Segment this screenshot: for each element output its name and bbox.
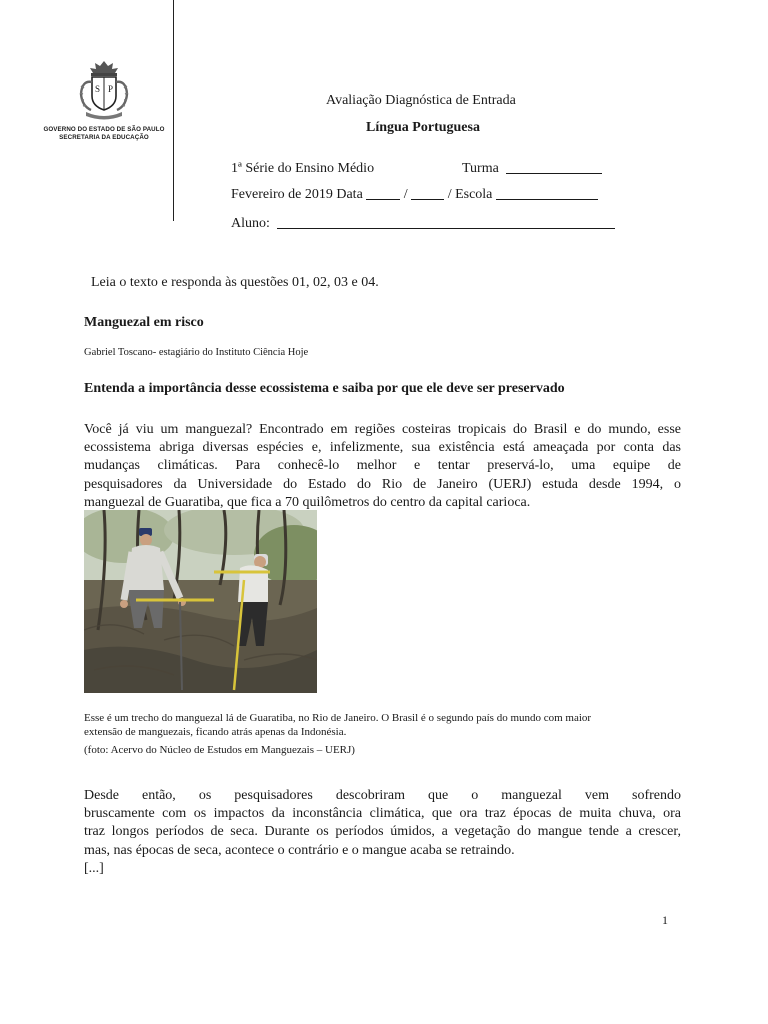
- government-logo: [38, 60, 170, 150]
- student-row: [231, 216, 615, 232]
- photo-caption-line-1: Esse é um trecho do manguezal lá de Guaratiba, no Rio de Janeiro. O Brasil é o segundo país do mundo com maior: [84, 712, 592, 724]
- paragraph-line: mas, nas épocas de seca, acontece o contrário e o mangue acaba se retraindo.: [84, 842, 515, 858]
- date-day-blank[interactable]: [366, 187, 400, 200]
- paragraph-line: mudanças climáticas. Para conhecê-lo melhor e tentar preservá-lo, uma equipe de: [84, 458, 681, 474]
- article-author: Gabriel Toscano- estagiário do Instituto Ciência Hoje: [84, 347, 309, 358]
- svg-text:P: P: [107, 84, 114, 94]
- coat-of-arms-icon: [78, 60, 130, 122]
- org-name-line-1: GOVERNO DO ESTADO DE SÃO PAULO: [43, 126, 165, 133]
- header-divider-line: [173, 0, 174, 221]
- date-school-row: [231, 187, 598, 203]
- aluno-label: Aluno:: [231, 216, 270, 231]
- paragraph-line: ecossistema abriga diversas espécies e, infelizmente, sua existência está ameaçada por conta das: [84, 440, 681, 456]
- student-name-blank[interactable]: [277, 216, 615, 229]
- date-separator: /: [403, 187, 408, 202]
- article-title: Manguezal em risco: [84, 315, 204, 330]
- turma-field-row: [462, 161, 602, 177]
- article-subtitle: Entenda a importância desse ecossistema e saiba por que ele deve ser preservado: [84, 381, 565, 396]
- exam-title: Avaliação Diagnóstica de Entrada: [326, 93, 516, 108]
- turma-blank[interactable]: [506, 161, 602, 174]
- paragraph-line: Desde então, os pesquisadores descobriram que o manguezal vem sofrendo: [84, 788, 681, 803]
- page-number: 1: [662, 913, 668, 927]
- month-year: Fevereiro de 2019: [231, 187, 333, 202]
- escola-label: / Escola: [447, 187, 493, 202]
- org-name-line-2: SECRETARIA DA EDUCAÇÃO: [59, 134, 149, 141]
- photo-caption-line-2: extensão de manguezais, ficando atrás apenas da Indonésia.: [84, 726, 347, 738]
- date-month-blank[interactable]: [411, 187, 444, 200]
- photo-credit: (foto: Acervo do Núcleo de Estudos em Manguezais – UERJ): [84, 744, 355, 756]
- paragraph-line: pesquisadores da Universidade do Estado do Rio de Janeiro (UERJ) estuda desde 1994, o: [84, 476, 681, 492]
- paragraph-line: [...]: [84, 860, 104, 876]
- article-paragraph-1: [84, 421, 681, 512]
- paragraph-line: traz longos períodos de seca. Durante os períodos úmidos, a vegetação do mangue tende a crescer,: [84, 824, 681, 840]
- grade-label: 1ª Série do Ensino Médio: [231, 161, 375, 176]
- paragraph-line: bruscamente com os impactos da inconstância climática, que ora traz épocas de muita chuva, ora: [84, 806, 681, 822]
- mangrove-photo-image: [84, 510, 317, 693]
- svg-text:S: S: [94, 84, 101, 94]
- exam-subject: Língua Portuguesa: [366, 120, 480, 135]
- paragraph-line: manguezal de Guaratiba, que fica a 70 quilômetros do centro da capital carioca.: [84, 494, 531, 510]
- turma-label: Turma: [462, 161, 499, 176]
- paragraph-line: Você já viu um manguezal? Encontrado em regiões costeiras tropicais do Brasil e do mundo, esse: [84, 422, 681, 437]
- article-paragraph-2: [84, 787, 681, 878]
- mangrove-photo: [84, 510, 317, 693]
- school-blank[interactable]: [496, 187, 598, 200]
- instruction-text: Leia o texto e responda às questões 01, 02, 03 e 04.: [91, 275, 379, 290]
- data-label: Data: [336, 187, 363, 202]
